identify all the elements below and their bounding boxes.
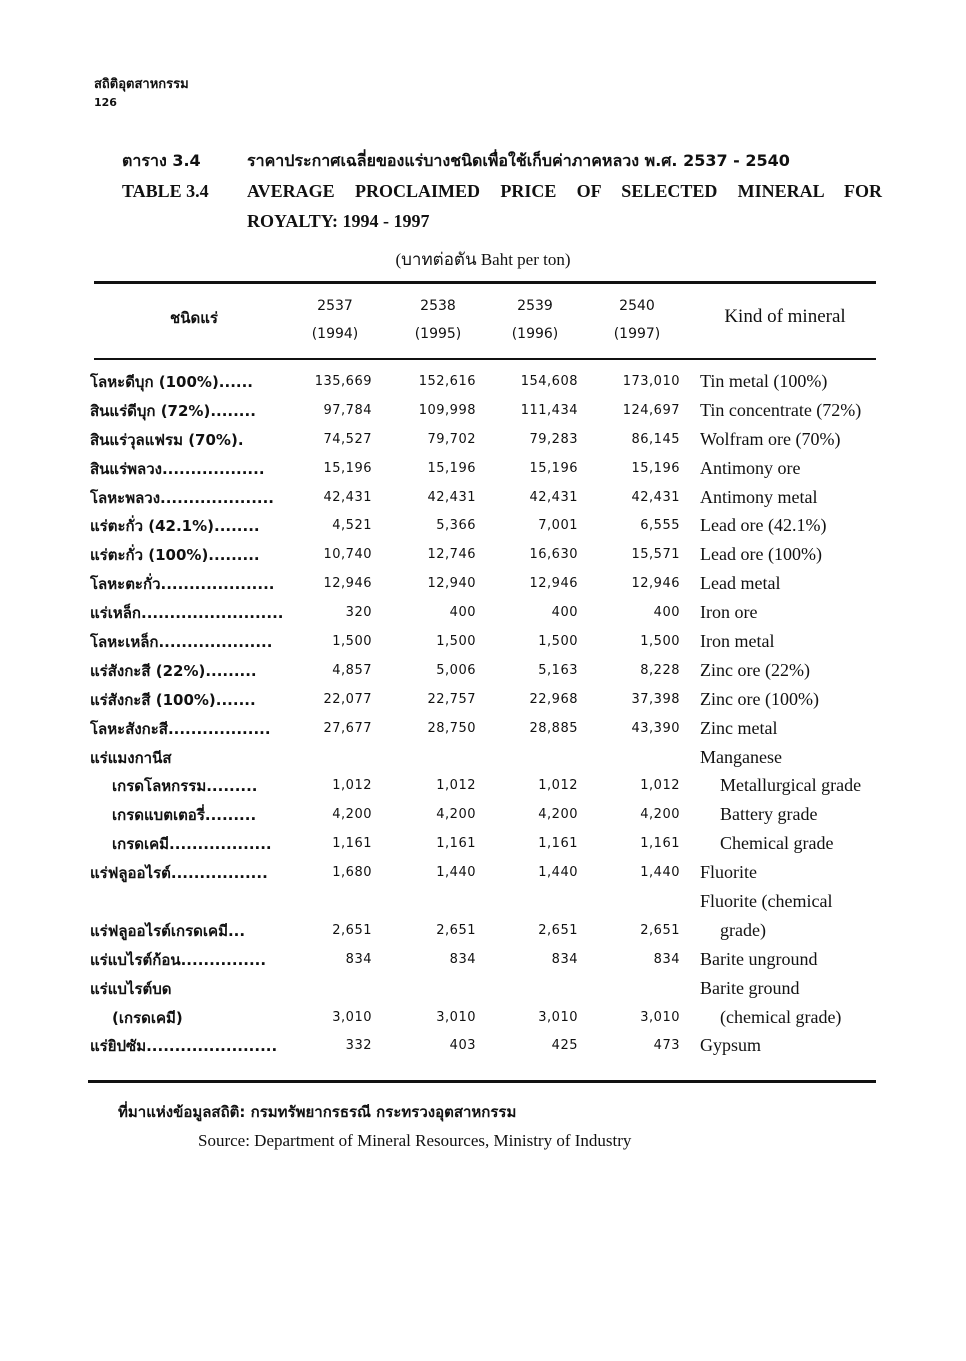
header-kind-of-mineral: Kind of mineral [724, 306, 846, 327]
table-body [0, 368, 966, 1061]
mineral-english-name: Barite ground [700, 977, 800, 998]
mineral-english-name: Antimony metal [700, 486, 818, 507]
mineral-thai-name: แร่ยิปซัม....................... [90, 1037, 278, 1056]
price-cell-2538: 42,431 [427, 489, 476, 505]
running-head [94, 76, 189, 112]
price-cell-2540: 37,398 [631, 691, 680, 707]
english-table-title-line1: AVERAGE PROCLAIMED PRICE OF SELECTED MINERAL FOR [247, 181, 882, 201]
price-cell-2539: 2,651 [538, 922, 578, 938]
price-cell-2538: 15,196 [427, 460, 476, 476]
mineral-english-name: Manganese [700, 746, 782, 767]
mineral-english-name: Tin metal (100%) [700, 371, 828, 391]
table-row [0, 541, 966, 570]
price-cell-2540: 1,161 [640, 836, 680, 852]
price-cell-2539: 834 [551, 951, 578, 967]
price-cell-2540: 1,440 [640, 865, 680, 881]
mineral-english-name: Tin concentrate (72%) [700, 399, 862, 420]
price-cell-2540: 400 [653, 605, 680, 621]
price-cell-2538: 5,366 [436, 518, 476, 534]
header-thai-mineral: ชนิดแร่ [170, 309, 218, 327]
table-row [0, 715, 966, 744]
price-cell-2538: 109,998 [418, 402, 476, 418]
price-cell-2538: 3,010 [436, 1009, 476, 1025]
price-cell-2538: 5,006 [436, 662, 476, 678]
price-cell-2538: 12,746 [427, 547, 476, 563]
price-cell-2539: 1,440 [538, 865, 578, 881]
price-cell-2539: 111,434 [520, 402, 578, 418]
price-cell-2538: 400 [449, 605, 476, 621]
price-cell-2538: 1,440 [436, 865, 476, 881]
price-cell-2537: 320 [345, 605, 372, 621]
price-cell-2539: 5,163 [538, 662, 578, 678]
price-cell-2539: 1,500 [538, 634, 578, 650]
price-cell-2537: 15,196 [323, 460, 372, 476]
mineral-thai-name: สินแร่พลวง.................. [90, 459, 265, 478]
price-cell-2540: 42,431 [631, 489, 680, 505]
mineral-thai-name: แร่ฟลูออไรต์................. [90, 864, 268, 883]
price-cell-2540: 15,196 [631, 460, 680, 476]
price-cell-2540: 4,200 [640, 807, 680, 823]
thai-table-label: ตาราง 3.4 [122, 151, 201, 170]
mineral-thai-name: แร่แบไรต์ก้อน............... [90, 950, 267, 969]
price-cell-2538: 4,200 [436, 807, 476, 823]
table-row [0, 917, 966, 946]
table-row [0, 975, 966, 1004]
mineral-thai-name: แร่แบไรต์บด [90, 979, 172, 998]
mineral-english-name: Fluorite [700, 862, 757, 883]
price-cell-2538: 22,757 [427, 691, 476, 707]
table-title-block [122, 146, 882, 236]
mineral-english-name: grade) [720, 919, 766, 940]
mineral-english-name: Lead ore (42.1%) [700, 515, 827, 536]
price-cell-2537: 22,077 [323, 691, 372, 707]
price-cell-2537: 12,946 [323, 576, 372, 592]
table-row [0, 744, 966, 773]
header-year-2537: 2537 (1994) [311, 298, 359, 342]
table-row [0, 859, 966, 888]
table-row [0, 628, 966, 657]
price-cell-2539: 79,283 [529, 431, 578, 447]
mineral-english-name: Zinc ore (22%) [700, 659, 810, 680]
price-cell-2538: 12,940 [427, 576, 476, 592]
page-number: 126 [94, 96, 117, 109]
mineral-english-name: Iron metal [700, 631, 775, 652]
mineral-english-name: Barite unground [700, 948, 818, 969]
price-cell-2540: 12,946 [631, 576, 680, 592]
price-cell-2540: 173,010 [622, 374, 680, 389]
mineral-english-name: Zinc ore (100%) [700, 688, 819, 709]
mineral-thai-name: โลหะสังกะสี.................. [90, 719, 271, 738]
price-cell-2537: 135,669 [314, 374, 372, 389]
mineral-thai-name: แร่สังกะสี (100%)....... [90, 690, 256, 709]
price-cell-2538: 2,651 [436, 922, 476, 938]
mineral-english-name: Zinc metal [700, 717, 778, 738]
header-rule [94, 358, 876, 360]
table-row [0, 570, 966, 599]
price-cell-2540: 6,555 [640, 518, 680, 534]
mineral-english-name: Chemical grade [720, 833, 834, 854]
mineral-english-name: Metallurgical grade [720, 775, 862, 796]
table-row [0, 484, 966, 513]
table-row [0, 657, 966, 686]
price-cell-2537: 3,010 [332, 1009, 372, 1025]
table-row [0, 368, 966, 397]
header-year-2539: 2539 (1996) [511, 298, 559, 342]
mineral-english-name: Iron ore [700, 602, 758, 623]
table-row [0, 512, 966, 541]
mineral-english-name: Lead ore (100%) [700, 544, 822, 565]
price-cell-2537: 1,161 [332, 836, 372, 852]
price-cell-2539: 154,608 [520, 374, 578, 389]
source-english: Source: Department of Mineral Resources, Ministry of Industry [198, 1131, 632, 1150]
price-cell-2539: 1,161 [538, 836, 578, 852]
price-cell-2537: 332 [345, 1038, 372, 1054]
bottom-rule [88, 1080, 876, 1083]
price-cell-2540: 473 [653, 1038, 680, 1054]
price-cell-2539: 400 [551, 605, 578, 621]
mineral-thai-name: แร่เหล็ก......................... [90, 604, 284, 623]
mineral-thai-name: โลหะพลวง.................... [90, 488, 274, 507]
mineral-english-name: Wolfram ore (70%) [700, 428, 841, 449]
price-cell-2537: 42,431 [323, 489, 372, 505]
price-cell-2537: 74,527 [323, 431, 372, 447]
price-cell-2539: 3,010 [538, 1009, 578, 1025]
mineral-english-name: Antimony ore [700, 457, 801, 478]
price-cell-2539: 42,431 [529, 489, 578, 505]
price-cell-2538: 28,750 [427, 720, 476, 736]
table-row [0, 686, 966, 715]
table-row [0, 801, 966, 830]
mineral-english-name: Lead metal [700, 573, 781, 594]
thai-title-row [122, 146, 882, 176]
table-row [0, 1032, 966, 1061]
price-cell-2540: 86,145 [631, 431, 680, 447]
price-cell-2537: 1,680 [332, 865, 372, 881]
table-row [0, 1004, 966, 1033]
thai-table-title: ราคาประกาศเฉลี่ยของแร่บางชนิดเพื่อใช้เก็บค่าภาคหลวง พ.ศ. 2537 - 2540 [247, 151, 790, 170]
price-cell-2537: 4,521 [332, 518, 372, 534]
price-cell-2538: 834 [449, 951, 476, 967]
header-year-2540: 2540 (1997) [613, 298, 661, 342]
mineral-thai-name: แร่แมงกานีส [90, 748, 172, 767]
price-cell-2540: 1,500 [640, 634, 680, 650]
price-cell-2537: 4,200 [332, 807, 372, 823]
mineral-thai-name: เกรดเคมี.................. [112, 835, 272, 854]
price-cell-2540: 124,697 [622, 402, 680, 418]
price-cell-2537: 2,651 [332, 922, 372, 938]
price-cell-2538: 152,616 [418, 374, 476, 389]
price-cell-2537: 834 [345, 951, 372, 967]
table-row [0, 830, 966, 859]
mineral-thai-name: เกรดแบตเตอรี่......... [112, 806, 257, 825]
mineral-thai-name: สินแร่ดีบุก (72%)........ [90, 401, 256, 420]
price-cell-2540: 834 [653, 951, 680, 967]
mineral-thai-name: เกรดโลหกรรม......... [112, 777, 258, 796]
top-rule [94, 281, 876, 284]
mineral-thai-name: แร่สังกะสี (22%)......... [90, 661, 257, 680]
price-cell-2538: 403 [449, 1038, 476, 1054]
price-cell-2540: 8,228 [640, 662, 680, 678]
mineral-thai-name: แร่ตะกั่ว (100%)......... [90, 546, 260, 565]
price-cell-2540: 43,390 [631, 720, 680, 736]
mineral-thai-name: (เกรดเคมี) [112, 1008, 183, 1027]
price-cell-2539: 15,196 [529, 460, 578, 476]
price-cell-2540: 1,012 [640, 778, 680, 794]
mineral-thai-name: โลหะตะกั่ว.................... [90, 575, 275, 594]
price-cell-2539: 425 [551, 1038, 578, 1054]
price-cell-2537: 1,500 [332, 634, 372, 650]
mineral-thai-name: แร่ฟลูออไรต์เกรดเคมี... [90, 921, 246, 940]
price-cell-2539: 4,200 [538, 807, 578, 823]
unit-label: (บาทต่อตัน Baht per ton) [395, 250, 571, 269]
price-cell-2537: 27,677 [323, 720, 372, 736]
source-thai: ที่มาแห่งข้อมูลสถิติ: กรมทรัพยากรธรณี กระทรวงอุตสาหกรรม [118, 1103, 517, 1121]
publication-name: สถิติอุตสาหกรรม [94, 77, 189, 92]
english-table-label: TABLE 3.4 [122, 181, 209, 201]
price-cell-2539: 16,630 [529, 547, 578, 563]
price-cell-2539: 7,001 [538, 518, 578, 534]
price-cell-2537: 97,784 [323, 402, 372, 418]
mineral-english-name: (chemical grade) [720, 1006, 842, 1027]
price-cell-2539: 28,885 [529, 720, 578, 736]
price-cell-2537: 1,012 [332, 778, 372, 794]
mineral-english-name: Fluorite (chemical [700, 891, 833, 912]
table-row [0, 772, 966, 801]
table-row [0, 455, 966, 484]
table-row [0, 599, 966, 628]
table-row [0, 397, 966, 426]
price-cell-2539: 12,946 [529, 576, 578, 592]
mineral-thai-name: แร่ตะกั่ว (42.1%)........ [90, 517, 260, 536]
mineral-english-name: Battery grade [720, 804, 818, 825]
price-cell-2538: 1,161 [436, 836, 476, 852]
price-cell-2539: 1,012 [538, 778, 578, 794]
price-cell-2537: 10,740 [323, 547, 372, 563]
price-cell-2540: 3,010 [640, 1009, 680, 1025]
mineral-english-name: Gypsum [700, 1035, 762, 1056]
header-year-2538: 2538 (1995) [414, 298, 462, 342]
english-title-row-2 [122, 206, 882, 236]
mineral-thai-name: โลหะเหล็ก.................... [90, 633, 273, 652]
table-row [0, 946, 966, 975]
mineral-thai-name: โลหะดีบุก (100%)...... [90, 373, 254, 391]
table-row [0, 426, 966, 455]
english-table-title-line2: ROYALTY: 1994 - 1997 [247, 211, 430, 231]
price-cell-2540: 15,571 [631, 547, 680, 563]
price-cell-2538: 1,012 [436, 778, 476, 794]
price-cell-2537: 4,857 [332, 662, 372, 678]
price-cell-2538: 79,702 [427, 431, 476, 447]
mineral-thai-name: สินแร่วุลแฟรม (70%). [90, 430, 244, 449]
english-title-row [122, 176, 882, 206]
table-row [0, 888, 966, 917]
price-cell-2539: 22,968 [529, 691, 578, 707]
price-cell-2540: 2,651 [640, 922, 680, 938]
price-cell-2538: 1,500 [436, 634, 476, 650]
